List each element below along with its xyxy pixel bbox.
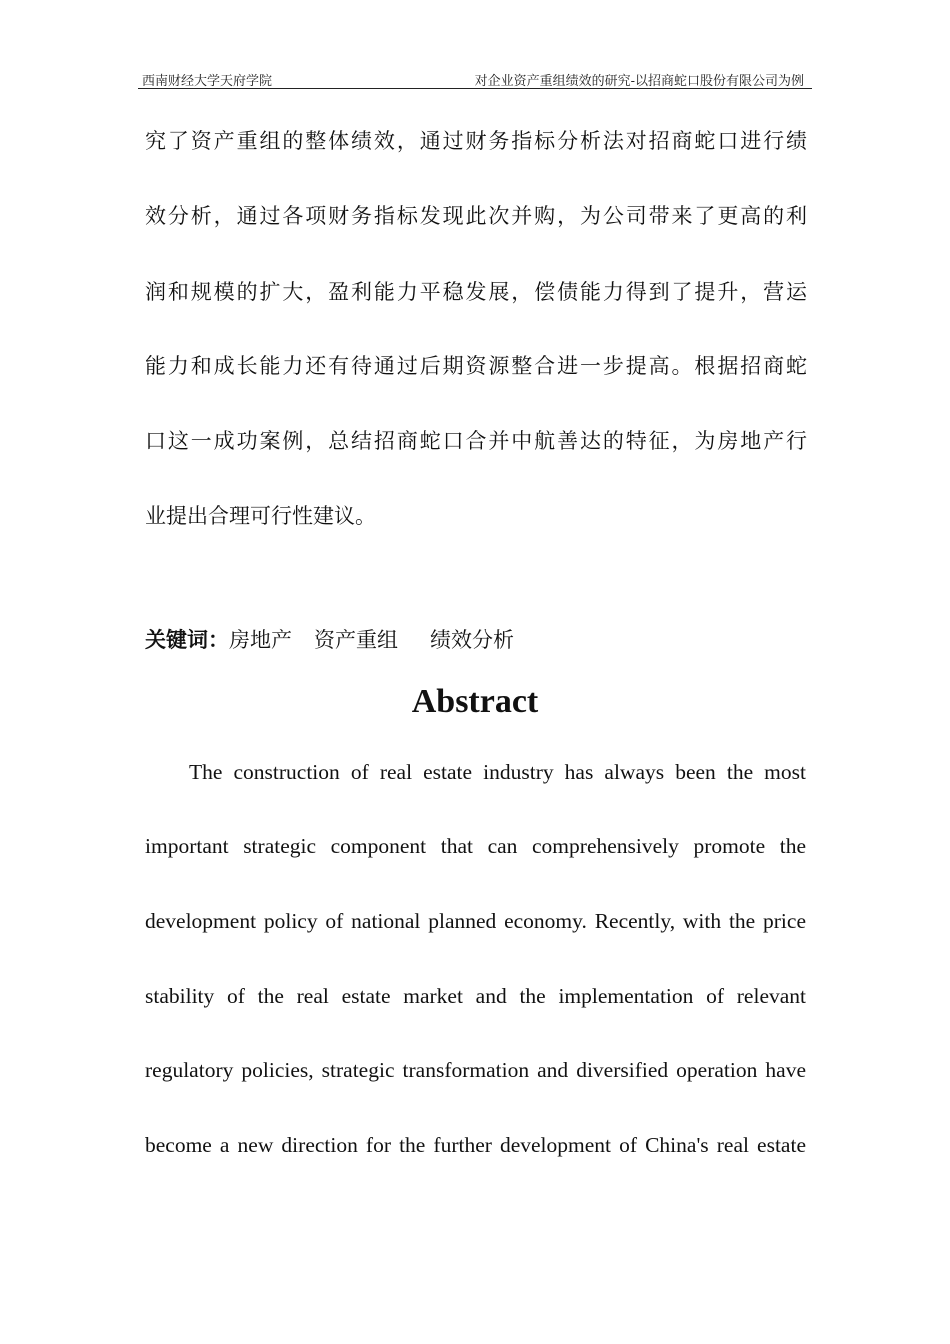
cn-text-line: 润和规模的扩大，盈利能力平稳发展，偿债能力得到了提升，营运	[145, 280, 807, 304]
en-text-line: become a new direction for the further development of China's real estate	[145, 1133, 806, 1157]
cn-text-line: 效分析，通过各项财务指标发现此次并购，为公司带来了更高的利	[145, 204, 807, 228]
en-text-line: stability of the real estate market and the implementation of relevant	[145, 984, 806, 1008]
page-header	[138, 68, 812, 89]
keywords-line	[145, 627, 514, 653]
cn-text-line: 口这一成功案例，总结招商蛇口合并中航善达的特征，为房地产行	[145, 429, 807, 453]
cn-text-line: 业提出合理可行性建议。	[145, 504, 376, 528]
abstract-heading: Abstract	[411, 683, 539, 720]
en-text-line: The construction of real estate industry has always been the most	[189, 760, 806, 784]
en-text-line: regulatory policies, strategic transformation and diversified operation have	[145, 1058, 806, 1082]
cn-text-line: 能力和成长能力还有待通过后期资源整合进一步提高。根据招商蛇	[145, 354, 807, 378]
header-thesis-title: 对企业资产重组绩效的研究-以招商蛇口股份有限公司为例	[474, 74, 804, 89]
header-institution: 西南财经大学天府学院	[142, 74, 273, 89]
keywords-label: 关键词：	[145, 628, 229, 652]
cn-text-line: 究了资产重组的整体绩效，通过财务指标分析法对招商蛇口进行绩	[145, 129, 807, 153]
en-text-line: important strategic component that can comprehensively promote the	[145, 834, 806, 858]
en-text-line: development policy of national planned economy. Recently, with the price	[145, 909, 806, 933]
keyword-item: 绩效分析	[430, 628, 514, 652]
keyword-item: 资产重组	[314, 628, 398, 652]
keyword-item: 房地产	[229, 628, 292, 652]
